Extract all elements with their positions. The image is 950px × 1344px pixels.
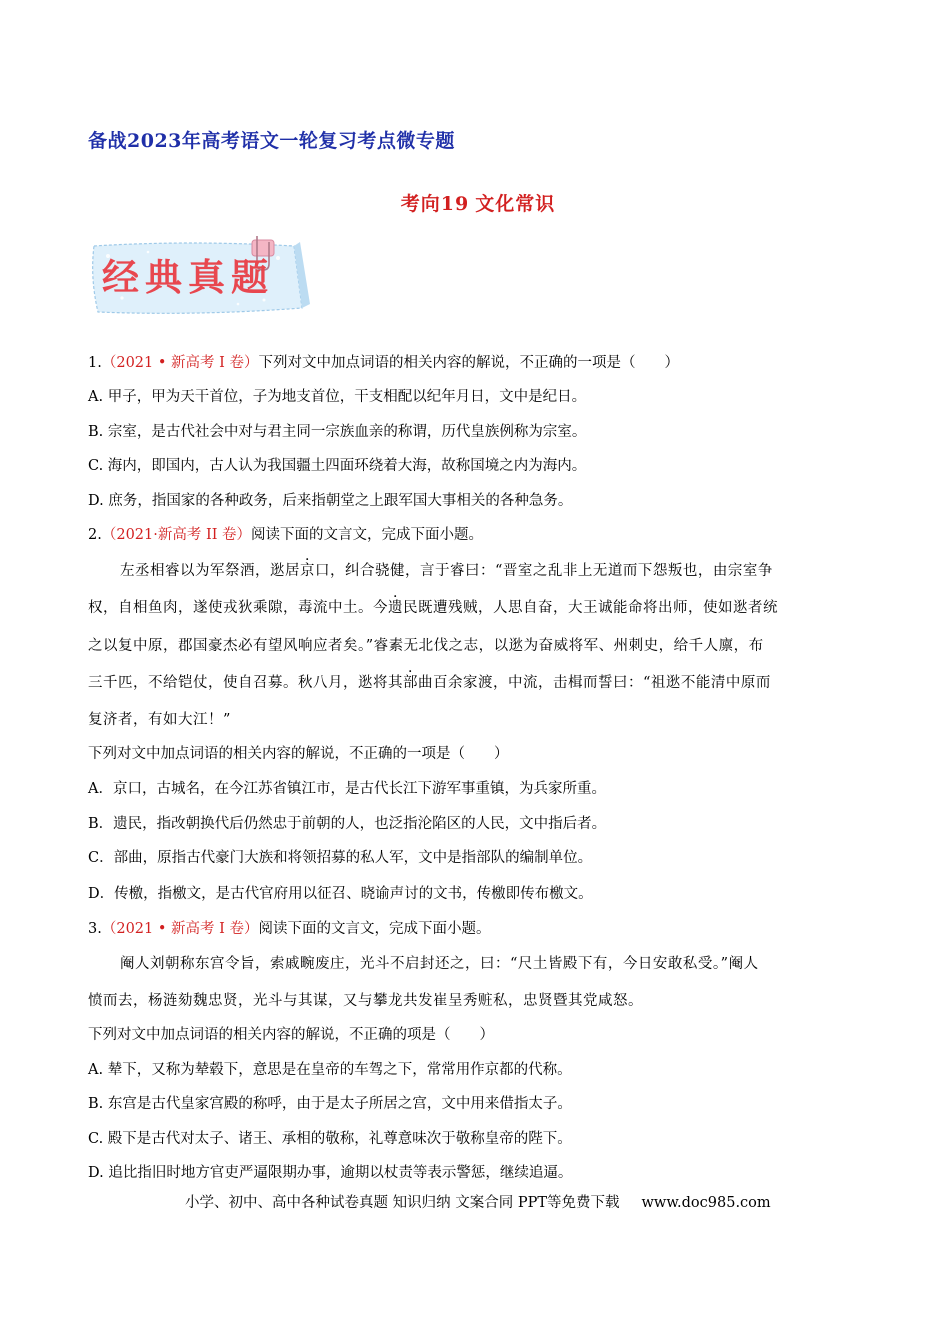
q3-stem: 下列对文中加点词语的相关内容的解说，不正确的项是（ ）: [88, 1027, 494, 1043]
q3-passage-line-1: 阉人刘朝称东宫令旨，索戚畹废庄，光斗不启封还之，曰：“尺土皆殿下有，今日安敢私受。”阉人: [120, 956, 759, 972]
doc-title-text: 文化常识: [475, 193, 556, 215]
q2-source: （2021·新高考 II 卷）: [101, 527, 252, 543]
q2-stem: 下列对文中加点词语的相关内容的解说，不正确的一项是（ ）: [88, 746, 509, 762]
q2-intro-line: [88, 525, 483, 545]
q2-passage-line-4: [88, 673, 771, 693]
q1-number: 1.: [88, 355, 102, 371]
q2-intro: 阅读下面的文言文，完成下面小题。: [251, 527, 484, 543]
q2-option-a: A．京口，古城名，在今江苏省镇江市，是古代长江下游军事重镇，为兵家所重。: [88, 781, 606, 797]
q2-number: 2.: [88, 527, 102, 543]
q3-intro: 阅读下面的文言文，完成下面小题。: [258, 921, 491, 937]
doc-title-prefix: 考向19: [400, 193, 470, 215]
dotted-term-yimin: 遗民: [388, 600, 418, 616]
passage-text: 权，自相鱼肉，遂使戎狄乘隙，毒流中土。今: [88, 600, 388, 616]
q1-option-a: A. 甲子，甲为天干首位，子为地支首位，干支相配以纪年月日，文中是纪日。: [88, 389, 587, 405]
section-banner: [88, 238, 314, 320]
q1-option-d: D. 庶务，指国家的各种政务，后来指朝堂之上跟军国大事相关的各种急务。: [88, 493, 573, 509]
q1-stem: 下列对文中加点词语的相关内容的解说，不正确的一项是（ ）: [258, 355, 679, 371]
q3-option-a: A. 辇下，又称为辇毂下，意思是在皇帝的车驾之下，常常用作京都的代称。: [88, 1062, 572, 1078]
q2-passage-line-1: [120, 561, 773, 581]
q3-option-b: B. 东宫是古代皇家宫殿的称呼，由于是太子所居之宫，文中用来借指太子。: [88, 1096, 572, 1112]
q1-option-b: B. 宗室，是古代社会中对与君主同一宗族血亲的称谓，历代皇族例称为宗室。: [88, 424, 587, 440]
footer: [185, 1191, 771, 1212]
q2-option-d: D．传檄，指檄文，是古代官府用以征召、晓谕声讨的文书，传檄即传布檄文。: [88, 886, 593, 902]
q1-source: （2021 • 新高考 I 卷）: [101, 355, 259, 371]
q3-option-d: D. 追比指旧时地方官吏严逼限期办事，逾期以杖责等表示警惩，继续追逼。: [88, 1165, 573, 1181]
q3-source: （2021 • 新高考 I 卷）: [101, 921, 259, 937]
q3-option-c: C. 殿下是古代对太子、诸王、承相的敬称，礼尊意味次于敬称皇帝的陛下。: [88, 1131, 572, 1147]
passage-text: 既遭残贼，人思自奋，大王诚能命将出师，使如逖者统: [418, 600, 778, 616]
doc-title: [0, 189, 950, 216]
passage-text: 百余家渡，中流，击楫而誓曰：“祖逖不能清中原而: [433, 675, 771, 691]
q2-option-b: B．遗民，指改朝换代后仍然忠于前朝的人，也泛指沦陷区的人民，文中指后者。: [88, 816, 607, 832]
passage-text: 左丞相睿以为军祭酒，逖居: [120, 563, 300, 579]
q3-passage-line-2: 愤而去，杨涟劾魏忠贤，光斗与其谋，又与攀龙共发崔呈秀赃私，忠贤暨其党咸怒。: [88, 993, 643, 1009]
q1-option-c: C. 海内，即国内，古人认为我国疆土四面环绕着大海，故称国境之内为海内。: [88, 458, 587, 474]
series-title: 备战2023年高考语文一轮复习考点微专题: [88, 130, 455, 152]
q3-intro-line: [88, 919, 490, 939]
q1-stem-line: [88, 353, 679, 373]
passage-text: 三千匹，不给铠仗，使自召募。秋八月，逖将其: [88, 675, 403, 691]
dotted-term-jingkou: 京口: [300, 563, 330, 579]
banner-label: 经典真题: [102, 255, 274, 299]
q2-passage-line-2: [88, 598, 778, 618]
q3-number: 3.: [88, 921, 102, 937]
passage-text: ，纠合骁健，言于睿曰：“晋室之乱非上无道而下怨叛也，由宗室争: [330, 563, 773, 579]
footer-text: 小学、初中、高中各种试卷真题 知识归纳 文案合同 PPT等免费下载: [185, 1195, 620, 1211]
q2-option-c: C．部曲，原指古代豪门大族和将领招募的私人军，文中是指部队的编制单位。: [88, 850, 593, 866]
q2-passage-line-3: 之以复中原，郡国豪杰必有望风响应者矣。”睿素无北伐之志，以逖为奋威将军、州刺史，给千人廪，布: [88, 638, 764, 654]
dotted-term-buqu: 部曲: [403, 675, 433, 691]
footer-link[interactable]: www.doc985.com: [641, 1195, 771, 1211]
q2-passage-line-5: 复济者，有如大江！”: [88, 712, 231, 728]
